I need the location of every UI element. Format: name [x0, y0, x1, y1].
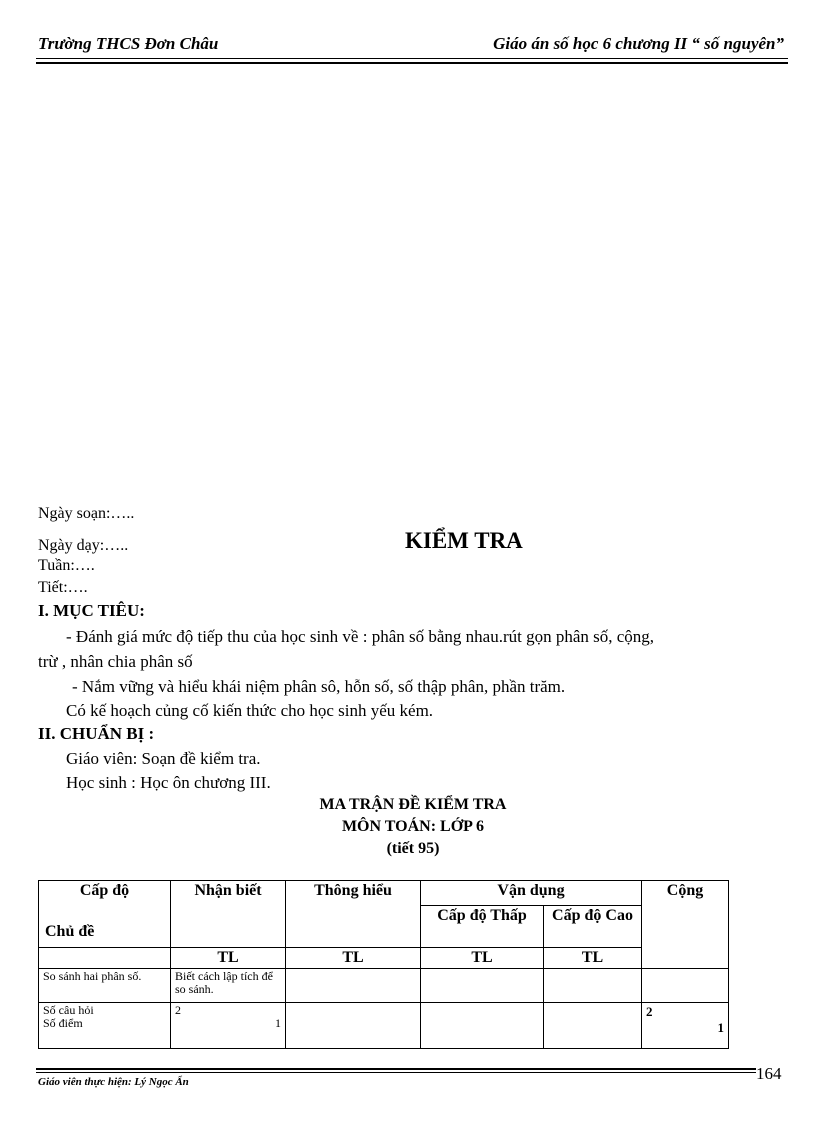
footer-rule-thin [36, 1072, 756, 1073]
row2-question-count: 2 [175, 1003, 181, 1017]
header-recognition: Nhận biết [171, 881, 286, 948]
header-total: Cộng [642, 881, 729, 969]
row2-question-label: Số câu hỏi [43, 1003, 94, 1017]
empty-cell [642, 969, 729, 1003]
footer-rule [36, 1068, 756, 1070]
row2-total [642, 1003, 729, 1049]
tl-label: TL [544, 948, 642, 969]
empty-cell [286, 1003, 421, 1049]
header-lesson: Giáo án số học 6 chương II “ số nguyên” [493, 34, 784, 53]
section1-line: Có kế hoạch củng cố kiến thức cho học sinh yếu kém. [66, 701, 434, 720]
row1-topic: So sánh hai phân số. [39, 969, 171, 1003]
matrix-subtitle: MÔN TOÁN: LỚP 6 [341, 818, 485, 835]
week: Tuần:…. [38, 557, 95, 574]
matrix-period: (tiết 95) [386, 840, 440, 857]
prep-date: Ngày soạn:….. [38, 505, 135, 522]
row2-labels [39, 1003, 171, 1049]
empty-cell [544, 1003, 642, 1049]
row2-recognition [171, 1003, 286, 1049]
matrix-title: MA TRẬN ĐỀ KIỂM TRA [319, 796, 507, 813]
header-school: Trường THCS Đơn Châu [38, 34, 219, 53]
empty-cell [544, 969, 642, 1003]
header-high-level: Cấp độ Cao [544, 906, 642, 948]
header-application: Vận dụng [421, 881, 642, 906]
tl-label: TL [421, 948, 544, 969]
period: Tiết:…. [38, 579, 88, 596]
empty-cell [421, 1003, 544, 1049]
section2-heading: II. CHUẨN BỊ : [38, 724, 155, 743]
empty-cell [39, 948, 171, 969]
matrix-table [38, 880, 729, 1049]
section1-line: - Nắm vững và hiểu khái niệm phân sô, hỗn số, số thập phân, phần trăm. [72, 677, 566, 696]
page-number: 164 [756, 1064, 782, 1083]
empty-cell [421, 969, 544, 1003]
header-topic: Chủ đề [45, 923, 95, 940]
section2-line: Học sinh : Học ôn chương III. [66, 773, 271, 792]
header-level-topic [39, 881, 171, 948]
section1-line: trừ , nhân chia phân số [38, 652, 193, 671]
row2-total-questions: 2 [646, 1004, 653, 1019]
tl-label: TL [171, 948, 286, 969]
header-level: Cấp độ [79, 882, 130, 899]
section1-line: - Đánh giá mức độ tiếp thu của học sinh về : phân số bằng nhau.rút gọn phân số, cộng, [66, 627, 655, 646]
header-rule-thick [36, 62, 788, 64]
header-understanding: Thông hiểu [286, 881, 421, 948]
row2-points-label: Số điểm [43, 1016, 83, 1030]
header-rule [36, 58, 788, 59]
header-low-level: Cấp độ Thấp [421, 906, 544, 948]
section1-heading: I. MỤC TIÊU: [38, 601, 145, 620]
tl-label: TL [286, 948, 421, 969]
row2-points: 1 [275, 1016, 281, 1030]
footer-teacher: Giáo viên thực hiện: Lý Ngọc Ẩn [38, 1076, 189, 1088]
empty-cell [286, 969, 421, 1003]
row2-total-points: 1 [717, 1020, 724, 1035]
row1-recognition: Biết cách lập tích để so sánh. [171, 969, 286, 1003]
teach-date: Ngày dạy:….. [38, 537, 129, 554]
page-title: KIỂM TRA [405, 528, 523, 553]
section2-line: Giáo viên: Soạn đề kiểm tra. [66, 749, 261, 768]
